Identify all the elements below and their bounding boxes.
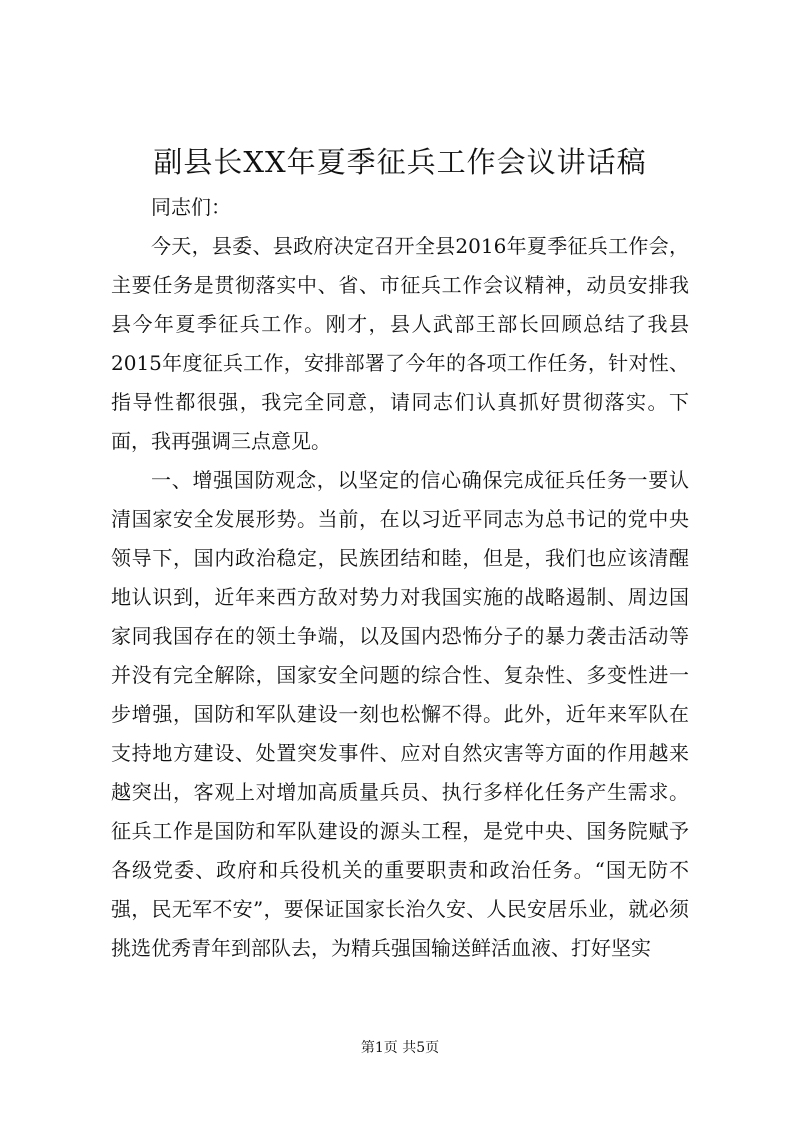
page-number-footer: 第1页 共5页 <box>360 1040 440 1056</box>
salutation: 同志们： <box>151 195 231 219</box>
paragraph-2: 一、增强国防观念，以坚定的信心确保完成征兵任务一要认清国家安全发展形势。当前，在以习近平同志为总书记的党中央领导下，国内政治稳定，民族团结和睦，但是，我们也应该清醒地认识到，近年来西方敌对势力对我国实施的战略遏制、周边国家同我国存在的领土争端，以及国内恐怖分子的暴力袭击活动等并没有完全解除，国家安全问题的综合性、复杂性、多变性进一步增强，国防和军队建设一刻也松懈不得。此外，近年来军队在支持地方建设、处置突发事件、应对自然灾害等方面的作用越来越突出，客观上对增加高质量兵员、执行多样化任务产生需求。征兵工作是国防和军队建设的源头工程，是党中央、国务院赋予各级党委、政府和兵役机关的重要职责和政治任务。“国无防不强，民无军不安”，要保证国家长治久安、人民安居乐业，就必须挑选优秀青年到部队去，为精兵强国输送鲜活血液、打好坚实 <box>111 468 689 960</box>
document-body <box>111 188 689 968</box>
paragraph-1: 今天，县委、县政府决定召开全县2016年夏季征兵工作会，主要任务是贯彻落实中、省、市征兵工作会议精神，动员安排我县今年夏季征兵工作。刚才，县人武部王部长回顾总结了我县2015年度征兵工作，安排部署了今年的各项工作任务，针对性、指导性都很强，我完全同意，请同志们认真抓好贯彻落实。下面，我再强调三点意见。 <box>111 234 689 453</box>
page-title: 副县长XX年夏季征兵工作会议讲话稿 <box>153 145 647 179</box>
